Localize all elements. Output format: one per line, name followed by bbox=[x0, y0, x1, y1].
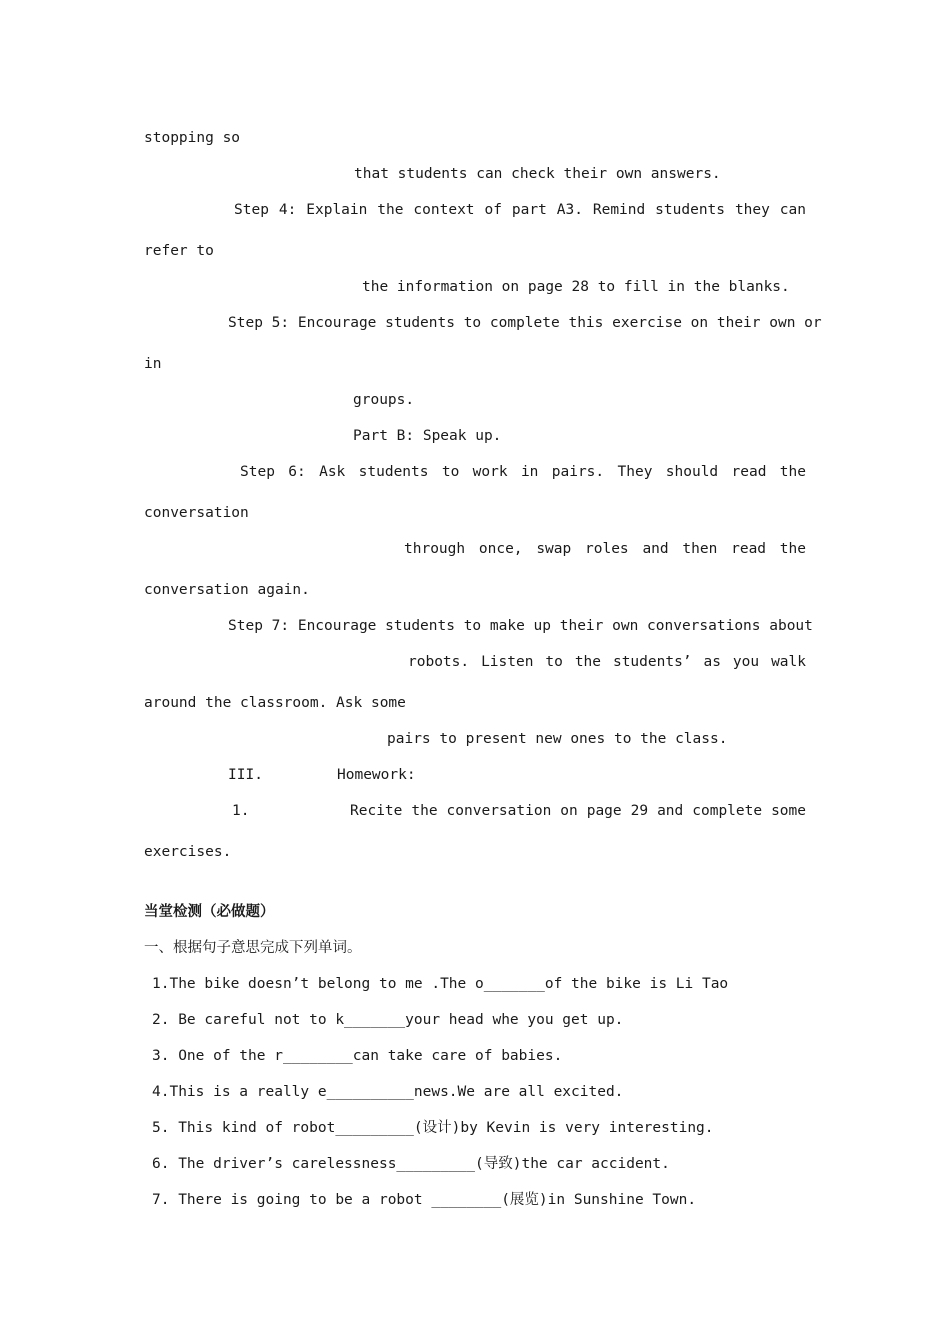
text-line: exercises. bbox=[144, 844, 232, 860]
text-line: that students can check their own answers. bbox=[354, 166, 721, 182]
section-instruction: 一、根据句子意思完成下列单词。 bbox=[144, 940, 362, 956]
text-line: refer to bbox=[144, 243, 214, 259]
text-line: through once, swap roles and then read the bbox=[404, 541, 806, 557]
text-line: groups. bbox=[353, 392, 415, 408]
part-b-heading: Part B: Speak up. bbox=[353, 428, 502, 444]
exercise-item: 7. There is going to be a robot ________(展览)in Sunshine Town. bbox=[152, 1192, 697, 1208]
list-number: 1. bbox=[232, 803, 250, 819]
text-line: around the classroom. Ask some bbox=[144, 695, 406, 711]
text-line: conversation again. bbox=[144, 582, 310, 598]
exercise-item: 5. This kind of robot_________(设计)by Kevin is very interesting. bbox=[152, 1120, 714, 1136]
text-line: in bbox=[144, 356, 162, 372]
text-line: stopping so bbox=[144, 130, 241, 146]
homework-heading: Homework: bbox=[337, 767, 416, 783]
exercise-item: 3. One of the r________can take care of babies. bbox=[152, 1048, 563, 1064]
step-6-line: Step 6: Ask students to work in pairs. They should read the bbox=[240, 464, 806, 480]
step-7-line: Step 7: Encourage students to make up their own conversations about bbox=[228, 618, 813, 634]
exercise-item: 1.The bike doesn’t belong to me .The o_______of the bike is Li Tao bbox=[152, 976, 729, 992]
section-title: 当堂检测（必做题） bbox=[144, 904, 275, 920]
section-number: III. bbox=[228, 767, 263, 783]
text-line: the information on page 28 to fill in the blanks. bbox=[362, 279, 790, 295]
step-4-line: Step 4: Explain the context of part A3. Remind students they can bbox=[234, 202, 806, 218]
text-line: pairs to present new ones to the class. bbox=[387, 731, 728, 747]
homework-item: Recite the conversation on page 29 and complete some bbox=[350, 803, 806, 819]
step-5-line: Step 5: Encourage students to complete this exercise on their own or bbox=[228, 315, 822, 331]
exercise-item: 4.This is a really e__________news.We are all excited. bbox=[152, 1084, 624, 1100]
exercise-item: 2. Be careful not to k_______your head whe you get up. bbox=[152, 1012, 624, 1028]
exercise-item: 6. The driver’s carelessness_________(导致)the car accident. bbox=[152, 1156, 670, 1172]
text-line: conversation bbox=[144, 505, 249, 521]
text-line: robots. Listen to the students’ as you walk bbox=[408, 654, 806, 670]
